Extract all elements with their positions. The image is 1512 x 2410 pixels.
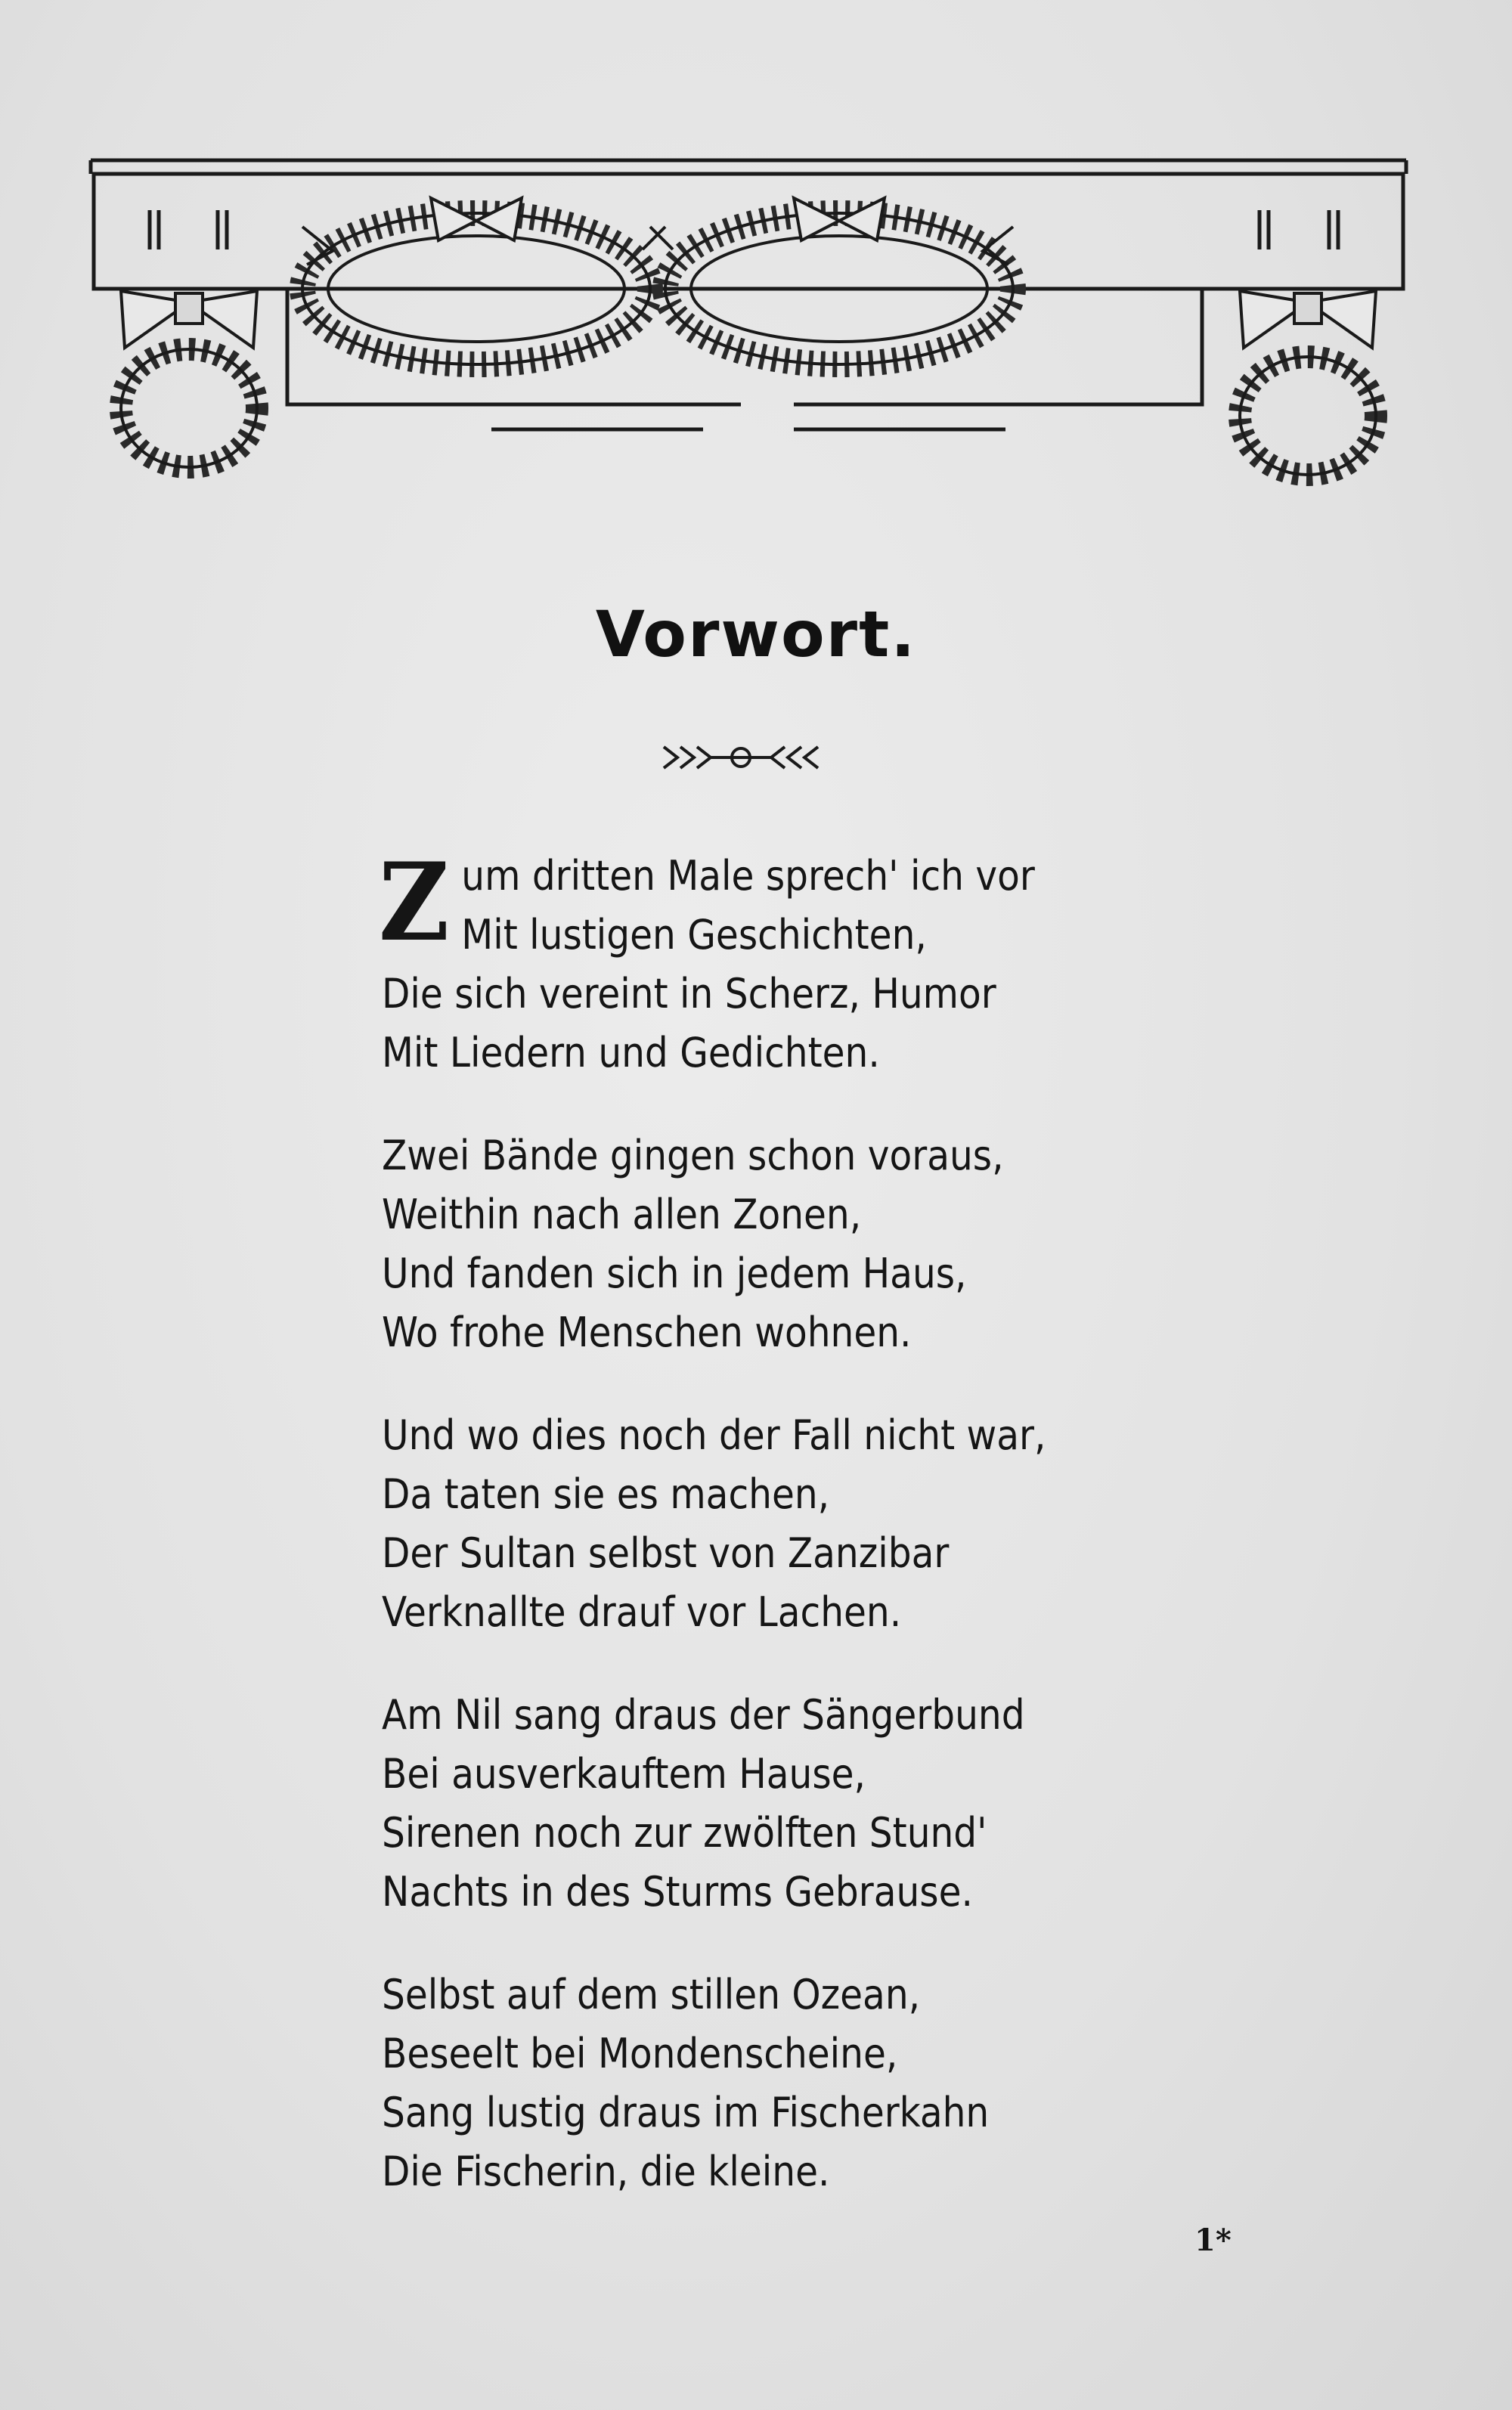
verse-line: Verknallte drauf vor Lachen.	[382, 1588, 902, 1636]
verse-line: Zwei Bände gingen schon voraus,	[382, 1132, 1004, 1179]
stanza-4	[382, 1686, 1251, 1922]
page-number: 1*	[1194, 2223, 1232, 2258]
verse-line: Selbst auf dem stillen Ozean,	[382, 1971, 921, 2018]
stanza-1	[379, 840, 1251, 1083]
verse-line: Nachts in des Sturms Gebrause.	[382, 1868, 973, 1916]
drop-cap: Z	[379, 840, 450, 965]
verse-line: Mit Liedern und Gedichten.	[382, 1029, 880, 1076]
stanza-2	[382, 1126, 1251, 1362]
verse-line: Sirenen noch zur zwölften Stund'	[382, 1809, 987, 1857]
verse-line: Wo frohe Menschen wohnen.	[382, 1309, 912, 1356]
verse-line: Beseelt bei Mondenscheine,	[382, 2030, 898, 2077]
arrow-ornament-icon	[658, 739, 824, 776]
verse-line: Die sich vereint in Scherz, Humor	[382, 970, 996, 1018]
verse-line: Am Nil sang draus der Sängerbund	[382, 1691, 1025, 1739]
verse-line: Weithin nach allen Zonen,	[382, 1191, 862, 1238]
wreath-headpiece-icon	[83, 151, 1414, 506]
verse-line: Bei ausverkauftem Hause,	[382, 1750, 866, 1798]
page-title: Vorwort.	[595, 597, 917, 671]
verse-line: Mit lustigen Geschichten,	[461, 911, 927, 959]
verse-line: Und fanden sich in jedem Haus,	[382, 1250, 967, 1297]
verse-line: Sang lustig draus im Fischerkahn	[382, 2089, 990, 2136]
verse-line: Da taten sie es machen,	[382, 1470, 830, 1518]
verse-line: Die Fischerin, die kleine.	[382, 2148, 830, 2195]
verse-line: um dritten Male sprech' ich vor	[461, 852, 1035, 900]
verse-line: Und wo dies noch der Fall nicht war,	[382, 1411, 1046, 1459]
poem	[379, 840, 1251, 2245]
stanza-5	[382, 1965, 1251, 2201]
stanza-3	[382, 1406, 1251, 1642]
verse-line: Der Sultan selbst von Zanzibar	[382, 1529, 950, 1577]
